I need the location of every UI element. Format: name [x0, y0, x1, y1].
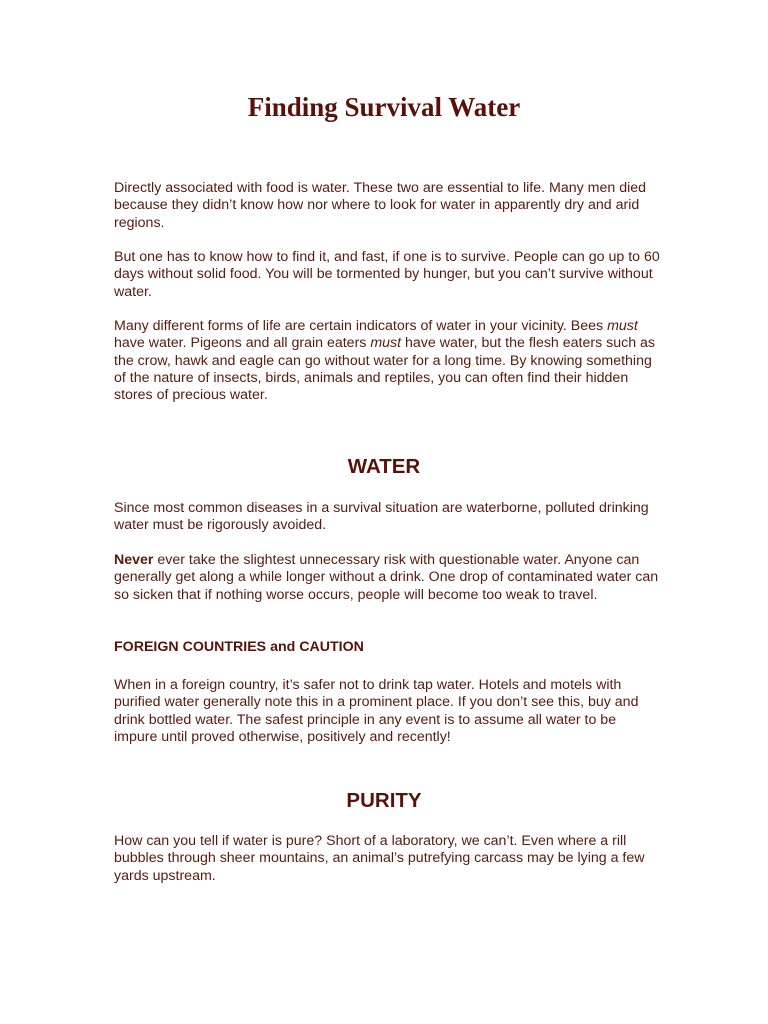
- text-run: ever take the slightest unnecessary risk with questionable water. Anyone can generally get along a while longer without a drink. One drop of contaminated water can so sicken that if nothing worse occurs, people will become too weak to travel.: [114, 552, 659, 603]
- text-run: have water, but the flesh eaters such as the crow, hawk and eagle can go without water for a long time. By knowing something of the nature of insects, birds, animals and reptiles, you can often find their hidden stores of precious water.: [114, 335, 656, 404]
- section-heading-purity: PURITY: [346, 789, 422, 812]
- water-paragraph-1: Since most common diseases in a survival situation are waterborne, polluted drinking water must be rigorously avoided.: [114, 500, 649, 534]
- text-run: Many different forms of life are certain indicators of water in your vicinity. Bees: [114, 318, 608, 334]
- emphasis-must: must: [607, 318, 638, 334]
- emphasis-never: Never: [114, 552, 154, 568]
- water-paragraph-2: [114, 552, 662, 604]
- emphasis-must: must: [370, 335, 402, 352]
- section-heading-water: WATER: [347, 455, 421, 478]
- subheading-foreign-countries: FOREIGN COUNTRIES and CAUTION: [114, 639, 364, 655]
- page-title: Finding Survival Water: [247, 92, 521, 122]
- intro-paragraph-1: Directly associated with food is water. These two are essential to life. Many men died because they didn’t know how nor where to look for water in apparently dry and arid regions.: [114, 180, 647, 231]
- purity-paragraph-1: How can you tell if water is pure? Short of a laboratory, we can’t. Even where a rill bubbles through sheer mountains, an animal’s putrefying carcass may be lying a few yards upstream.: [114, 833, 645, 884]
- water-paragraph-3: When in a foreign country, it’s safer not to drink tap water. Hotels and motels with purified water generally note this in a prominent place. If you don’t see this, buy and drink bottled water. The safest principle in any event is to assume all water to be impure until proved otherwise, positively and recently!: [114, 677, 639, 745]
- text-run: have water. Pigeons and all grain eaters: [114, 335, 371, 352]
- intro-paragraph-2: But one has to know how to find it, and fast, if one is to survive. People can go up to 60 days without solid food. You will be tormented by hunger, but you can’t survive without water.: [114, 249, 660, 300]
- intro-paragraph-3: [114, 318, 662, 404]
